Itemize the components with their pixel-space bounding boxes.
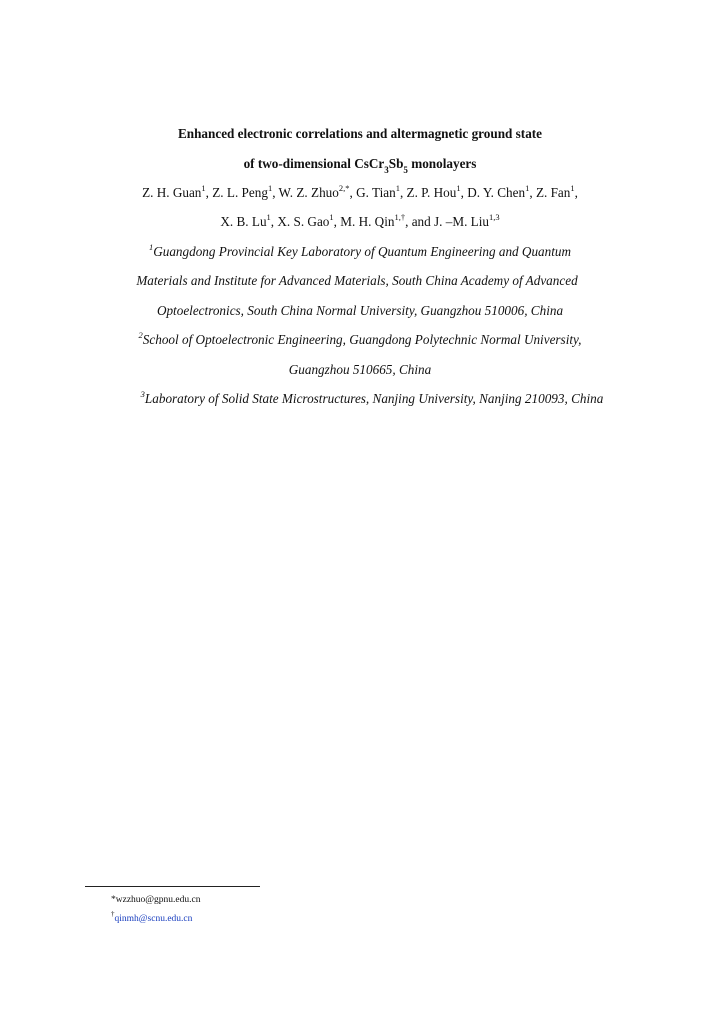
footnote-email-2[interactable]: †qinmh@scnu.edu.cn — [111, 909, 193, 924]
author: X. B. Lu$^1$, — [220, 211, 278, 229]
paper-title-line-1 — [0, 125, 720, 143]
title-text-1: Enhanced electronic correlations and altermagnetic ground state — [177, 126, 543, 141]
email-text: wzzhuo@gpnu.edu.cn — [115, 895, 201, 905]
affiliation-1-line-2: Materials and Institute for Advanced Materials, South China Academy of Advanced — [136, 273, 578, 288]
affiliation-1-line-1: $^1$Guangdong Provincial Key Laboratory of Quantum Engineering and Quantum — [148, 241, 572, 259]
title-text-2b: Sb — [388, 156, 404, 171]
paper-title-line-2 — [0, 155, 720, 173]
author: X. S. Gao$^1$, — [277, 211, 341, 229]
author: D. Y. Chen$^1$, — [467, 182, 536, 200]
affiliation-2-line-1: $^2$School of Optoelectronic Engineering, Guangdong Polytechnic Normal University, — [138, 329, 582, 347]
title-text-2c: monolayers — [407, 156, 477, 171]
author: Z. Fan$^1$, — [535, 182, 578, 200]
footnote-email-1: *wzzhuo@gpnu.edu.cn — [111, 895, 201, 905]
email-link[interactable]: qinmh@scnu.edu.cn — [114, 914, 193, 924]
author-list-line-2 — [0, 213, 720, 231]
author: Z. H. Guan$^1$, — [142, 182, 213, 200]
author: M. H. Qin$^{1,\dagger}$, and — [340, 211, 435, 229]
author: W. Z. Zhuo$^{2,*}$, — [278, 182, 357, 200]
affiliation-marker: 3 — [140, 388, 145, 399]
affiliation-marker: 2 — [138, 329, 143, 340]
author: J. –M. Liu$^{1,3}$ — [434, 211, 500, 229]
title-text-2a: of two-dimensional CsCr — [243, 156, 385, 171]
title-subscript-2: 5 — [403, 164, 408, 175]
title-subscript-1: 3 — [384, 164, 389, 175]
affiliation-1-line-3: Optoelectronics, South China Normal University, Guangzhou 510006, China — [156, 303, 564, 318]
author: Z. P. Hou$^1$, — [406, 182, 468, 200]
footnote-divider — [85, 886, 260, 887]
affiliation-marker: 1 — [148, 241, 154, 252]
author: G. Tian$^1$, — [356, 182, 407, 200]
affiliation-3-line-1: $^3$Laboratory of Solid State Microstructures, Nanjing University, Nanjing 210093, China — [140, 388, 604, 406]
author-list-line-1 — [0, 184, 720, 202]
author: Z. L. Peng$^1$, — [212, 182, 279, 200]
affiliation-2-line-2: Guangzhou 510665, China — [288, 362, 432, 377]
